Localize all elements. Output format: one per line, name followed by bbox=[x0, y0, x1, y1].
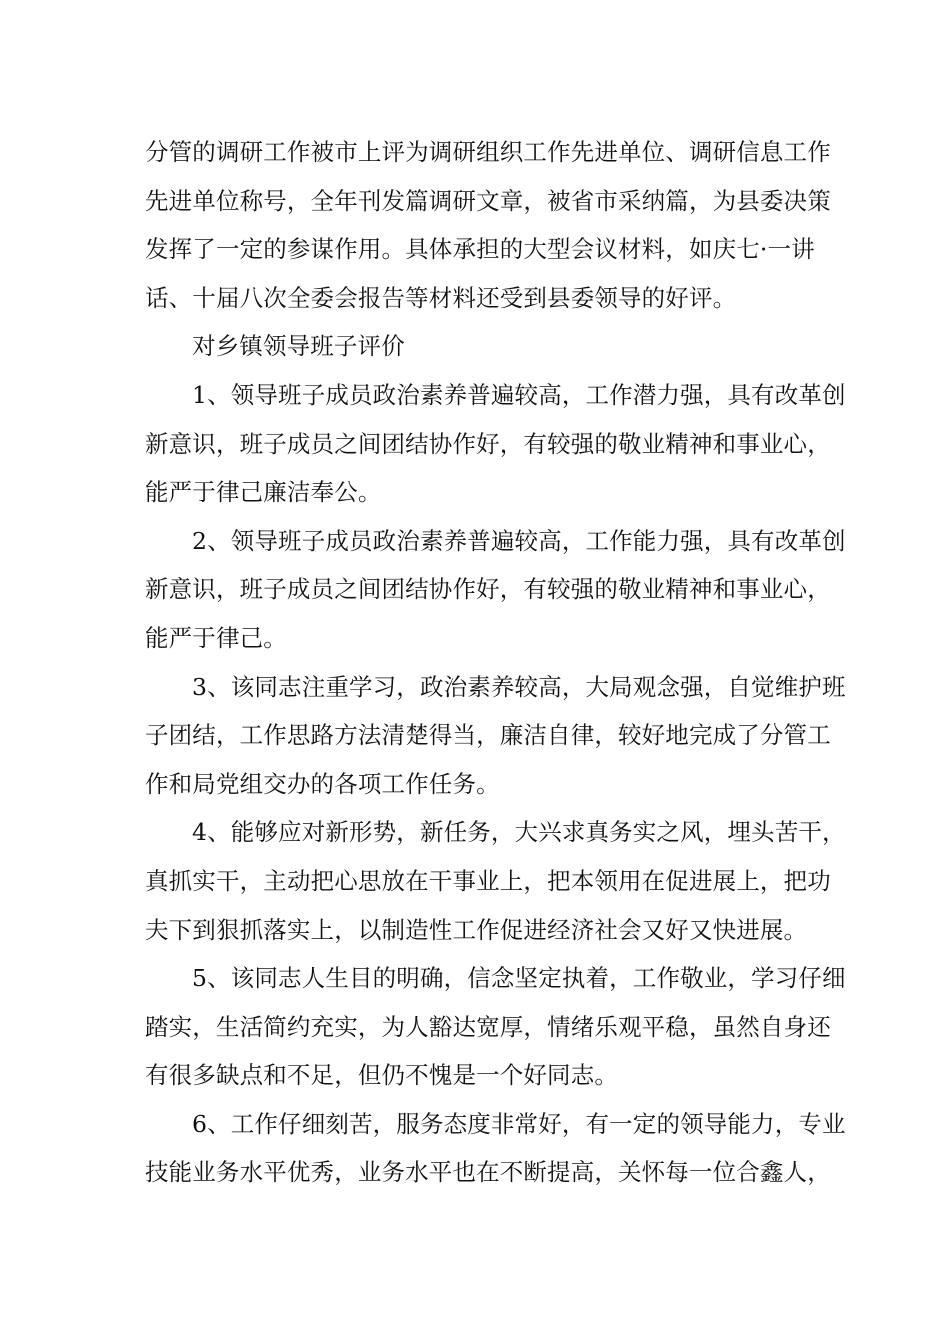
text-line: 能严于律己。 bbox=[145, 623, 287, 652]
text-line: 踏实，生活简约充实，为人豁达宽厚，情绪乐观平稳，虽然自身还 bbox=[145, 1012, 831, 1041]
text-line: 发挥了一定的参谋作用。具体承担的大型会议材料，如庆七·一讲 bbox=[145, 235, 815, 264]
text-line: 能严于律己廉洁奉公。 bbox=[145, 478, 382, 507]
text-line: 5、该同志人生目的明确，信念坚定执着，工作敬业，学习仔细 bbox=[192, 964, 846, 993]
text-line: 3、该同志注重学习，政治素养较高，大局观念强，自觉维护班 bbox=[192, 672, 846, 701]
text-line: 2、领导班子成员政治素养普遍较高，工作能力强，具有改革创 bbox=[192, 526, 846, 555]
text-line: 话、十届八次全委会报告等材料还受到县委领导的好评。 bbox=[145, 283, 737, 312]
text-line: 真抓实干，主动把心思放在干事业上，把本领用在促进展上，把功 bbox=[145, 866, 831, 895]
text-line: 技能业务水平优秀，业务水平也在不断提高，关怀每一位合鑫人， bbox=[145, 1158, 831, 1187]
text-line: 4、能够应对新形势，新任务，大兴求真务实之风，埋头苦干， bbox=[192, 818, 846, 847]
text-line: 夫下到狠抓落实上，以制造性工作促进经济社会又好又快进展。 bbox=[145, 915, 808, 944]
text-line: 有很多缺点和不足，但仍不愧是一个好同志。 bbox=[145, 1061, 618, 1090]
text-line: 作和局党组交办的各项工作任务。 bbox=[145, 769, 500, 798]
text-line: 分管的调研工作被市上评为调研组织工作先进单位、调研信息工作 bbox=[145, 138, 831, 166]
text-line: 1、领导班子成员政治素养普遍较高，工作潜力强，具有改革创 bbox=[192, 380, 846, 409]
section-heading: 对乡镇领导班子评价 bbox=[192, 332, 405, 361]
text-line: 子团结，工作思路方法清楚得当，廉洁自律，较好地完成了分管工 bbox=[145, 721, 831, 750]
text-line: 先进单位称号，全年刊发篇调研文章，被省市采纳篇，为县委决策 bbox=[145, 186, 831, 215]
text-line: 6、工作仔细刻苦，服务态度非常好，有一定的领导能力，专业 bbox=[192, 1109, 846, 1138]
text-line: 新意识，班子成员之间团结协作好，有较强的敬业精神和事业心， bbox=[145, 429, 831, 458]
text-line: 新意识，班子成员之间团结协作好，有较强的敬业精神和事业心， bbox=[145, 575, 831, 604]
document-body bbox=[145, 128, 846, 1197]
